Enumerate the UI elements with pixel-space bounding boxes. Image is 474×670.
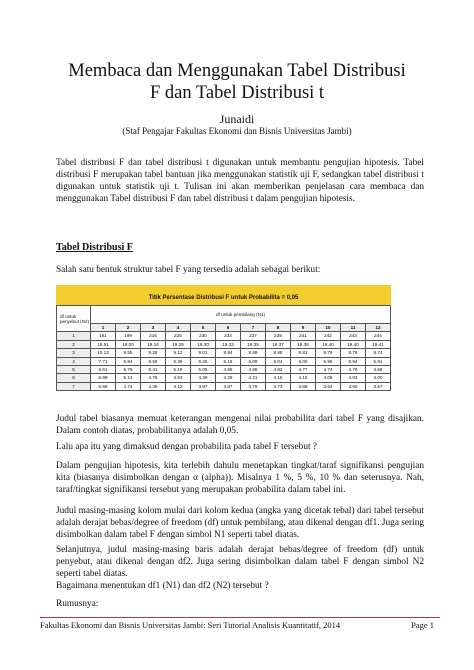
table-cell: 19.40 [341, 340, 366, 348]
column-header: 8 [266, 324, 291, 332]
paragraph-hipotesis: Dalam pengujian hipotesis, kita terlebih dahulu menetapkan tingkat/taraf signifikansi pengujian kita (biasanya disimbolkan dengan α (alpha)). Misalnya 1 %, 5 %, 10 % dan seterusnya. Nah, taraf/tingkat signifikansi tersebut yang merupakan probabilita dalam tabel ini. [56, 461, 424, 495]
table-cell: 237 [241, 332, 266, 340]
paragraph-question: Lalu apa itu yang dimaksud dengan probabilita pada tabel F tersebut ? [56, 442, 318, 452]
column-header: 2 [116, 324, 141, 332]
table-cell: 4.68 [366, 366, 391, 374]
table-cell: 4.15 [266, 374, 291, 382]
author-name: Junaidi [219, 112, 255, 126]
title-line-1: Membaca dan Menggunakan Tabel Distribusi [68, 61, 406, 81]
table-cell: 3.57 [366, 382, 391, 390]
table-cell: 3.64 [316, 382, 341, 390]
table-cell: 19.38 [291, 340, 316, 348]
table-cell: 4.74 [116, 382, 141, 390]
table-cell: 4.77 [291, 366, 316, 374]
row-df-label: 6 [57, 374, 91, 382]
table-cell: 5.59 [91, 382, 116, 390]
table-cell: 3.79 [241, 382, 266, 390]
table-cell: 230 [191, 332, 216, 340]
row-df-label: 2 [57, 340, 91, 348]
row-df-label: 3 [57, 349, 91, 357]
table-cell: 6.04 [266, 357, 291, 365]
table-cell: 19.30 [191, 340, 216, 348]
table-cell: 4.03 [341, 374, 366, 382]
table-cell: 8.85 [266, 349, 291, 357]
table-cell: 7.71 [91, 357, 116, 365]
page-footer [40, 620, 434, 630]
column-header: 3 [141, 324, 166, 332]
table-cell: 4.88 [241, 366, 266, 374]
table-cell: 243 [341, 332, 366, 340]
row-df-label: 7 [57, 382, 91, 390]
table-cell: 6.61 [91, 366, 116, 374]
table-row [57, 366, 391, 374]
column-header: 1 [91, 324, 116, 332]
table-cell: 6.94 [116, 357, 141, 365]
f-table-column-numbers [57, 324, 391, 332]
table-cell: 3.60 [341, 382, 366, 390]
f-distribution-table-figure [56, 285, 391, 398]
table-cell: 4.82 [266, 366, 291, 374]
footer-text: Fakultas Ekonomi dan Bisnis Universitas Jambi: Seri Tutorial Analisis Kuantitatif, 2014 [40, 620, 341, 630]
table-cell: 4.95 [216, 366, 241, 374]
table-cell: 19.41 [366, 340, 391, 348]
table-cell: 5.79 [116, 366, 141, 374]
table-cell: 3.87 [216, 382, 241, 390]
table-cell: 5.94 [341, 357, 366, 365]
table-cell: 8.74 [366, 349, 391, 357]
table-cell: 9.55 [116, 349, 141, 357]
table-cell: 4.39 [191, 374, 216, 382]
table-cell: 6.09 [241, 357, 266, 365]
table-cell: 5.99 [91, 374, 116, 382]
table-cell: 19.37 [266, 340, 291, 348]
table-cell: 239 [266, 332, 291, 340]
table-cell: 18.51 [91, 340, 116, 348]
column-header: 11 [341, 324, 366, 332]
table-cell: 19.00 [116, 340, 141, 348]
page-number: Page 1 [411, 620, 434, 630]
table-cell: 5.41 [141, 366, 166, 374]
column-header: 6 [216, 324, 241, 332]
table-row [57, 349, 391, 357]
table-row [57, 340, 391, 348]
f-table [56, 305, 391, 391]
table-cell: 19.35 [241, 340, 266, 348]
column-header: 10 [316, 324, 341, 332]
table-cell: 216 [141, 332, 166, 340]
table-cell: 161 [91, 332, 116, 340]
document-title [40, 60, 434, 104]
paragraph-menentukan: Bagaimana menentukan df1 (N1) dan df2 (N2) tersebut ? [56, 581, 269, 591]
table-cell: 8.81 [291, 349, 316, 357]
column-header: 12 [366, 324, 391, 332]
table-row [57, 374, 391, 382]
table-cell: 6.00 [291, 357, 316, 365]
structure-intro: Salah satu bentuk struktur tabel F yang tersedia adalah sebagai berikut: [56, 265, 321, 275]
table-cell: 4.06 [316, 374, 341, 382]
footer-rule [40, 617, 440, 618]
table-cell: 19.40 [316, 340, 341, 348]
f-table-title: Titik Persentase Distribusi F untuk Probabilita = 0,05 [56, 291, 391, 305]
f-table-header-row [57, 306, 391, 324]
column-header: 5 [191, 324, 216, 332]
table-cell: 5.14 [116, 374, 141, 382]
table-cell: 4.53 [166, 374, 191, 382]
column-header: 9 [291, 324, 316, 332]
column-header: 7 [241, 324, 266, 332]
author-affiliation: (Staf Pengajar Fakultas Ekonomi dan Bisnis Universitas Jambi) [122, 126, 352, 136]
table-cell: 4.70 [341, 366, 366, 374]
table-row [57, 357, 391, 365]
table-cell: 5.91 [366, 357, 391, 365]
row-df-label: 5 [57, 366, 91, 374]
table-cell: 4.10 [291, 374, 316, 382]
table-cell: 4.21 [241, 374, 266, 382]
table-cell: 8.76 [341, 349, 366, 357]
table-cell: 6.26 [191, 357, 216, 365]
table-cell: 234 [216, 332, 241, 340]
row-df-label: 1 [57, 332, 91, 340]
table-cell: 6.39 [166, 357, 191, 365]
table-cell: 225 [166, 332, 191, 340]
table-cell: 4.00 [366, 374, 391, 382]
paragraph-baris: Selanjutnya, judul masing-masing baris adalah derajat bebas/degree of freedom (df) untuk penyebut, atau dikenal dengan df2. Juga sering disimbolkan dalam tabel F dengan simbol N2 seperti tabel diatas. [56, 545, 424, 579]
table-cell: 3.68 [291, 382, 316, 390]
column-group-header: df untuk pembilang (N1) [91, 306, 391, 324]
row-df-label: 4 [57, 357, 91, 365]
table-cell: 5.96 [316, 357, 341, 365]
paragraph-rumus: Rumusnya: [56, 599, 99, 609]
table-cell: 241 [291, 332, 316, 340]
table-cell: 8.89 [241, 349, 266, 357]
table-cell: 3.73 [266, 382, 291, 390]
table-cell: 199 [116, 332, 141, 340]
table-cell: 19.25 [166, 340, 191, 348]
section-heading: Tabel Distribusi F [56, 242, 133, 253]
intro-paragraph: Tabel distribusi F dan tabel distribusi t digunakan untuk membantu pengujian hipotesis. Tabel distribusi F merupakan tabel bantuan jika menggunakan statistik uji F, sedangkan tabel distribusi t digunakan untuk statistik uji t. Tulisan ini akan memberikan penjelasan cara membaca dan menggunakan Tabel distribusi F dan tabel distribusi t dalam pengujian hipotesis. [56, 158, 424, 204]
table-cell: 19.33 [216, 340, 241, 348]
table-row [57, 332, 391, 340]
table-cell: 9.28 [141, 349, 166, 357]
table-cell: 8.94 [216, 349, 241, 357]
table-cell: 4.74 [316, 366, 341, 374]
table-row [57, 382, 391, 390]
table-cell: 8.79 [316, 349, 341, 357]
table-cell: 6.16 [216, 357, 241, 365]
column-header: 4 [166, 324, 191, 332]
table-cell: 4.28 [216, 374, 241, 382]
table-cell: 19.16 [141, 340, 166, 348]
table-cell: 5.19 [166, 366, 191, 374]
title-line-2: F dan Tabel Distribusi t [149, 83, 325, 103]
table-cell: 4.12 [166, 382, 191, 390]
paragraph-kolom: Judul masing-masing kolom mulai dari kolom kedua (angka yang dicetak tebal) dari tabel tersebut adalah derajat bebas/degree of freedom (df) untuk pembilang, atau dikenal dengan df1. Juga sering disimbolkan dalam tabel F dengan simbol N1 seperti tabel diatas. [56, 506, 424, 540]
table-cell: 4.76 [141, 374, 166, 382]
table-cell: 4.35 [141, 382, 166, 390]
table-cell: 242 [316, 332, 341, 340]
table-cell: 9.01 [191, 349, 216, 357]
paragraph-judul: Judul tabel biasanya memuat keterangan mengenai nilai probabilita dari tabel F yang disajikan. Dalam contoh diatas, probabilitanya adalah 0,05. [56, 414, 424, 436]
table-cell: 6.59 [141, 357, 166, 365]
table-cell: 3.97 [191, 382, 216, 390]
row-header-label: df untuk penyebut (N2) [57, 306, 91, 332]
table-cell: 9.12 [166, 349, 191, 357]
table-cell: 10.13 [91, 349, 116, 357]
table-cell: 244 [366, 332, 391, 340]
table-cell: 5.05 [191, 366, 216, 374]
